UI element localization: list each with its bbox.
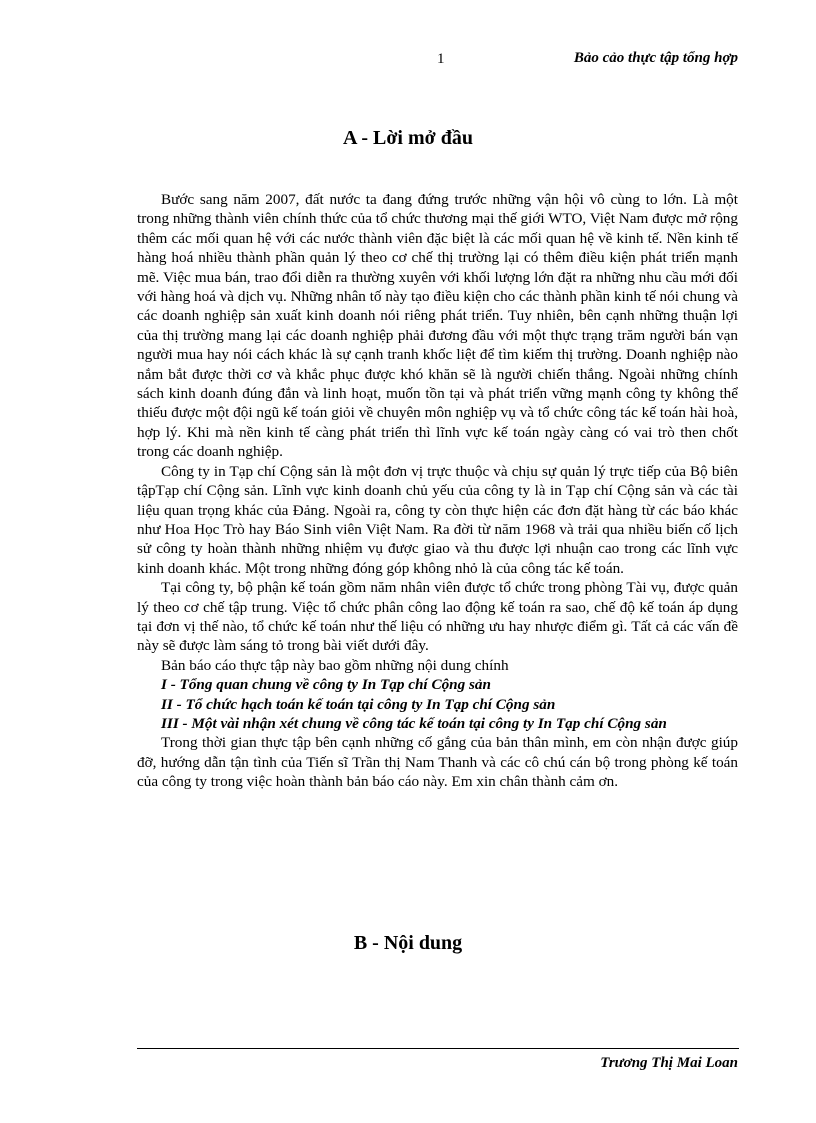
toc-item-3: III - Một vài nhận xét chung về công tác kế toán tại công ty In Tạp chí Cộng sản (161, 714, 667, 732)
running-header-title: Bảo cảo thực tập tổng hợp (573, 50, 738, 66)
footer-author: Trương Thị Mai Loan (600, 1055, 738, 1071)
paragraph-accounting-dept: Tại công ty, bộ phận kế toán gồm năm nhân viên được tổ chức trong phòng Tài vụ, được quản lý theo cơ chế tập trung. Việc tổ chức phân công lao động kế toán ra sao, chế độ kế toán áp dụng tại đơn vị thế nào, tổ chức kế toán như thế liệu có những ưu hay nhược điểm gì. Tất cả các vấn đề này sẽ được làm sáng tỏ trong bài viết dưới đây. (137, 579, 738, 655)
page-number: 1 (437, 51, 445, 67)
toc-item-1: I - Tổng quan chung về công ty In Tạp chí Cộng sản (161, 676, 491, 694)
paragraph-contents-intro: Bản báo cáo thực tập này bao gồm những nội dung chính (161, 656, 509, 674)
paragraph-acknowledgement: Trong thời gian thực tập bên cạnh những cố gắng của bản thân mình, em còn nhận được giúp đỡ, hướng dẫn tận tình của Tiến sĩ Trần thị Nam Thanh và các cô chú cán bộ trong phòng kế toán của công ty trong việc hoàn thành bản báo cáo này. Em xin chân thành cảm ơn. (137, 734, 738, 791)
document-body (137, 190, 738, 792)
section-heading-content: B - Nội dung (353, 932, 463, 954)
paragraph-intro: Bước sang năm 2007, đất nước ta đang đứng trước những vận hội vô cùng to lớn. Là một trong những thành viên chính thức của tổ chức thương mại thế giới WTO, Việt Nam được mở rộng thêm các mối quan hệ với các nước thành viên đặc biệt là các mối quan hệ về kinh tế. Nền kinh tế hàng hoá nhiều thành phần quản lý theo cơ chế thị trường lại có thêm điều kiện phát triển mạnh mẽ. Việc mua bán, trao đổi diễn ra thường xuyên với khối lượng lớn đặt ra những nhu cầu mới đối với hàng hoá và dịch vụ. Những nhân tố này tạo điều kiện cho các thành phần kinh tế nói chung và các doanh nghiệp sản xuất kinh doanh nói riêng phát triển. Tuy nhiên, bên cạnh những thuận lợi của thị trường mang lại các doanh nghiệp phải đương đầu với một thực trạng trăm người bán vạn người mua hay nói cách khác là sự cạnh tranh khốc liệt để tìm kiếm thị trường. Doanh nghiệp nào nắm bắt được thời cơ và khắc phục được khó khăn sẽ là người chiến thắng. Ngoài những chính sách kinh doanh đúng đắn và linh hoạt, muốn tồn tại và phát triển vững mạnh công ty không thể thiếu được một đội ngũ kế toán giỏi về chuyên môn nghiệp vụ và tổ chức công tác kế toán hài hoà, hợp lý. Khi mà nền kinh tế càng phát triển thì lĩnh vực kế toán ngày càng có vai trò then chốt trong các doanh nghiệp. (137, 191, 738, 461)
toc-item-2: II - Tổ chức hạch toán kế toán tại công ty In Tạp chí Cộng sản (161, 695, 556, 713)
section-heading-introduction: A - Lời mở đầu (343, 127, 473, 149)
paragraph-company: Công ty in Tạp chí Cộng sản là một đơn vị trực thuộc và chịu sự quản lý trực tiếp của Bộ biên tậpTạp chí Cộng sản. Lĩnh vực kinh doanh chủ yếu của công ty là in Tạp chí Cộng sản và các tài liệu quan trọng khác của Đảng. Ngoài ra, công ty còn thực hiện các đơn đặt hàng từ các báo khác như Hoa Học Trò hay Báo Sinh viên Việt Nam. Ra đời từ năm 1968 và trải qua nhiều biến cố lịch sử công ty hoàn thành những nhiệm vụ được giao và thu được lợi nhuận cao trong các lĩnh vực kinh doanh khác. Một trong những đóng góp không nhỏ là của công tác kế toán. (137, 462, 738, 577)
footer-divider (137, 1048, 739, 1049)
